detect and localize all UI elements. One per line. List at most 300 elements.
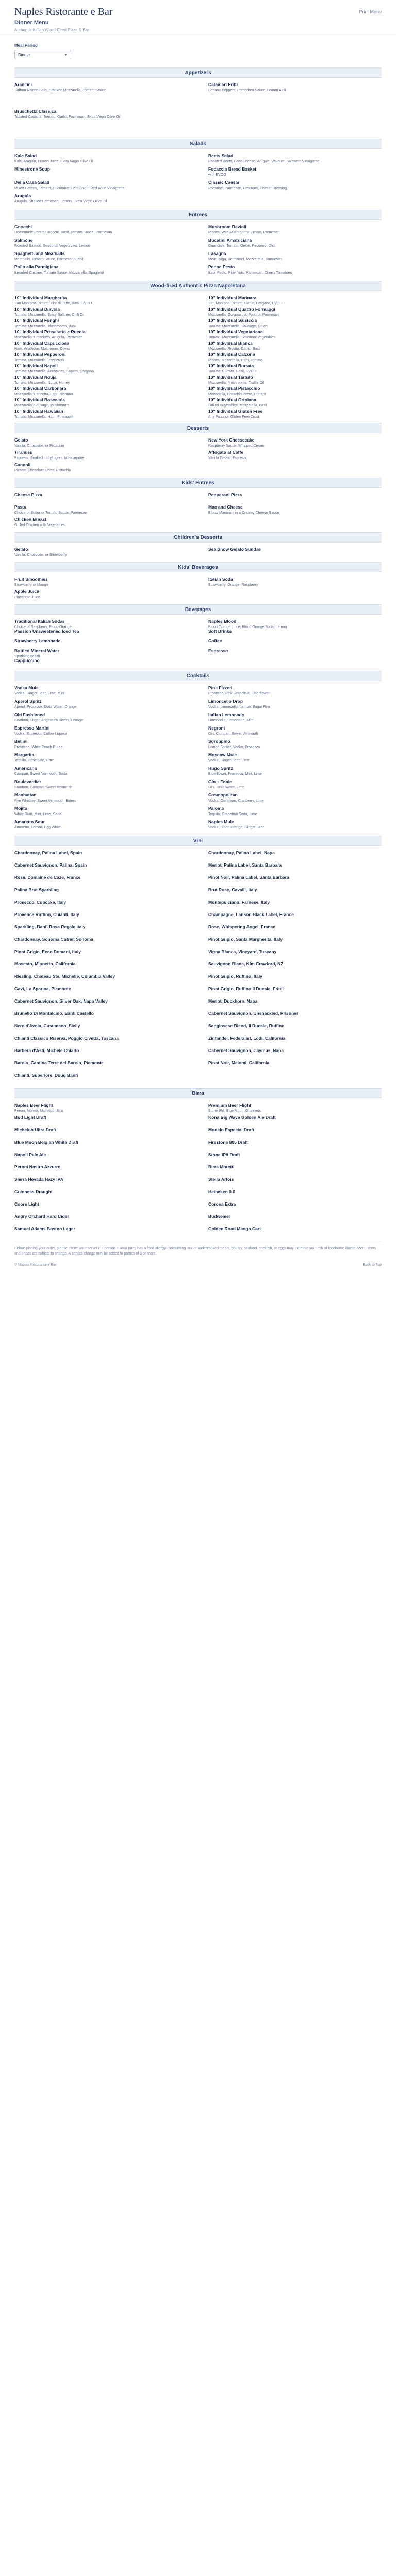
menu-item-description: Aperol, Prosecco, Soda Water, Orange bbox=[14, 705, 77, 709]
menu-item-name: Aperol Spritz bbox=[14, 699, 42, 704]
menu-item-name: Samuel Adams Boston Lager bbox=[14, 1226, 75, 1231]
menu-item-description: Prosecco, Pink Grapefruit, Elderflower bbox=[208, 692, 270, 696]
menu-item bbox=[14, 1210, 188, 1222]
menu-item-name: Mac and Cheese bbox=[208, 504, 243, 510]
menu-item-description: Espresso Soaked Ladyfingers, Mascarpone bbox=[14, 456, 85, 460]
menu-item bbox=[208, 721, 382, 735]
menu-item-description: Roasted Salmon, Seasonal Vegetables, Lemon bbox=[14, 244, 90, 248]
menu-item bbox=[14, 78, 188, 105]
menu-item bbox=[208, 458, 382, 470]
menu-item-name: Michelob Ultra Draft bbox=[14, 1127, 56, 1132]
menu-item bbox=[208, 291, 382, 306]
menu-item bbox=[208, 761, 382, 775]
menu-item bbox=[14, 1098, 188, 1111]
menu-item-grid bbox=[14, 615, 382, 664]
menu-item-name: Corona Extra bbox=[208, 1201, 236, 1207]
menu-item-name: Mojito bbox=[14, 806, 28, 811]
menu-item bbox=[208, 624, 382, 634]
menu-item-name: Napoli Pale Ale bbox=[14, 1152, 46, 1157]
menu-item bbox=[14, 761, 188, 775]
menu-item-name: Traditional Italian Sodas bbox=[14, 619, 65, 624]
menu-item-description: Vodka, Ginger Beer, Lime bbox=[208, 759, 250, 762]
menu-item bbox=[14, 1160, 188, 1173]
menu-item bbox=[208, 348, 382, 362]
menu-item bbox=[14, 359, 188, 374]
menu-item-name: 10" Individual Margherita bbox=[14, 295, 67, 300]
menu-item-name: Sgroppino bbox=[208, 739, 230, 744]
menu-item-description: Tomato, Mozzarella, Anchovies, Capers, Oregano bbox=[14, 370, 94, 374]
menu-item-name: 10" Individual Nduja bbox=[14, 375, 57, 380]
menu-item-name: Chianti, Superiore, Doug Banfi bbox=[14, 1073, 78, 1078]
menu-item bbox=[14, 708, 188, 721]
menu-item-name: Cabernet Sauvignon, Palina, Spain bbox=[14, 862, 87, 868]
menu-item-description: Tomato, Mozzarella, Spicy Salame, Chili Oil bbox=[14, 313, 85, 317]
menu-item bbox=[14, 404, 188, 419]
menu-item bbox=[208, 1069, 382, 1081]
menu-item-name: Vigna Bianca, Vineyard, Tuscany bbox=[208, 949, 277, 954]
menu-item-name: New York Cheesecake bbox=[208, 437, 255, 443]
menu-item bbox=[208, 945, 382, 957]
menu-item-name: Sierra Nevada Hazy IPA bbox=[14, 1177, 63, 1182]
menu-item-description: White Rum, Mint, Lime, Soda bbox=[14, 812, 62, 816]
menu-item-name: Provence Ruffino, Chianti, Italy bbox=[14, 912, 79, 917]
menu-item-name: Golden Road Mango Cart bbox=[208, 1226, 261, 1231]
menu-item-name: Pink Fizzed bbox=[208, 685, 233, 690]
menu-item-name: Sparkling, Banfi Rosa Regale Italy bbox=[14, 924, 86, 929]
menu-item bbox=[14, 994, 188, 1007]
menu-item bbox=[208, 336, 382, 351]
menu-item-name: Budweiser bbox=[208, 1214, 230, 1219]
menu-item-name: Penne Pesto bbox=[208, 264, 235, 269]
menu-item-description: Lemon Sorbet, Vodka, Prosecco bbox=[208, 745, 260, 749]
menu-item-description: Vodka, Limoncello, Lemon, Sugar Rim bbox=[208, 705, 270, 709]
menu-item bbox=[14, 513, 188, 525]
menu-item-description: Romaine, Parmesan, Croutons, Caesar Dressing bbox=[208, 187, 287, 190]
menu-item-grid bbox=[14, 1098, 382, 1234]
menu-item bbox=[14, 615, 188, 629]
menu-item-description: Tomato, Mozzarella, Mushrooms, Basil bbox=[14, 325, 77, 328]
menu-item bbox=[208, 404, 382, 419]
menu-item bbox=[208, 1160, 382, 1173]
menu-item-grid bbox=[14, 149, 382, 202]
meal-period-select[interactable] bbox=[14, 50, 71, 59]
menu-section bbox=[14, 562, 382, 597]
menu-item-name: 10" Individual Salsiccia bbox=[208, 318, 257, 323]
menu-item-name: 10" Individual Carbonara bbox=[14, 386, 67, 391]
menu-item-name: Naples Beer Flight bbox=[14, 1103, 53, 1108]
menu-item bbox=[14, 348, 188, 362]
menu-item-name: Zinfandel, Federalist, Lodi, California bbox=[208, 1036, 286, 1041]
menu-item-name: Heineken 0.0 bbox=[208, 1189, 235, 1194]
menu-item-name: Spaghetti and Meatballs bbox=[14, 251, 65, 256]
menu-item-name: 10" Individual Calzone bbox=[208, 352, 255, 357]
section-heading: Beverages bbox=[14, 604, 382, 615]
menu-item bbox=[14, 1185, 188, 1197]
menu-item bbox=[14, 370, 188, 385]
menu-item-grid bbox=[14, 291, 382, 419]
menu-item-name: Chianti Classico Riserva, Poggio Civetta, Toscana bbox=[14, 1036, 119, 1041]
menu-section bbox=[14, 532, 382, 555]
print-menu-link[interactable]: Print Menu bbox=[359, 9, 382, 14]
menu-item bbox=[208, 735, 382, 748]
menu-item-name: 10" Individual Prosciutto e Rucola bbox=[14, 329, 86, 334]
menu-item bbox=[14, 233, 188, 247]
menu-item bbox=[208, 634, 382, 644]
menu-item bbox=[208, 1044, 382, 1056]
menu-item-name: 10" Individual Hawaiian bbox=[14, 409, 63, 414]
menu-item-name: Palina Brut Sparkling bbox=[14, 887, 59, 892]
menu-item bbox=[208, 1111, 382, 1123]
menu-item-name: Pollo alla Parmigiana bbox=[14, 264, 59, 269]
menu-item-name: Pinot Grigio, Ruffino Il Ducale, Friuli bbox=[208, 986, 284, 991]
menu-item bbox=[208, 994, 382, 1007]
menu-item bbox=[14, 1069, 188, 1081]
menu-item bbox=[14, 1111, 188, 1123]
menu-item bbox=[208, 1056, 382, 1069]
menu-item bbox=[208, 325, 382, 340]
menu-item-name: Pinot Grigio, Ruffino, Italy bbox=[208, 974, 262, 979]
menu-item-name: Rose, Whispering Angel, France bbox=[208, 924, 276, 929]
menu-item bbox=[208, 615, 382, 629]
menu-item-name: Champagne, Lanson Black Label, France bbox=[208, 912, 294, 917]
menu-item-name: Classic Caesar bbox=[208, 180, 240, 185]
menu-item-name: Barbera d'Asti, Michele Chiarlo bbox=[14, 1048, 79, 1053]
menu-item bbox=[14, 802, 188, 815]
menu-item-description: Roasted Beets, Goat Cheese, Arugula, Walnuts, Balsamic Vinaigrette bbox=[208, 160, 320, 163]
menu-item-name: Margarita bbox=[14, 752, 35, 757]
menu-item-description: with EVOO bbox=[208, 173, 226, 177]
menu-item bbox=[14, 624, 188, 634]
menu-item-description: Prosecco, White Peach Puree bbox=[14, 745, 63, 749]
menu-item-name: Cabernet Sauvignon, Unshackled, Prisoner bbox=[208, 1011, 299, 1016]
menu-item bbox=[208, 933, 382, 945]
menu-item bbox=[14, 846, 188, 858]
menu-item-grid bbox=[14, 681, 382, 828]
menu-item-name: Della Casa Salad bbox=[14, 180, 50, 185]
menu-item-grid bbox=[14, 220, 382, 274]
menu-item-description: Ricotta, Wild Mushrooms, Cream, Parmesan bbox=[208, 231, 280, 234]
menu-item bbox=[14, 162, 188, 176]
menu-item-name: Chardonnay, Palina Label, Spain bbox=[14, 850, 82, 855]
menu-item-description: Limoncello, Lemonade, Mint bbox=[208, 719, 254, 722]
menu-item-description: San Marzano Tomato, Garlic, Oregano, EVOO bbox=[208, 302, 283, 306]
menu-item-description: Raspberry Sauce, Whipped Cream bbox=[208, 444, 265, 448]
menu-section bbox=[14, 67, 382, 131]
menu-section bbox=[14, 478, 382, 525]
menu-item-description: Mozzarella, Sausage, Mushrooms bbox=[14, 404, 69, 408]
menu-item bbox=[208, 871, 382, 883]
menu-item bbox=[14, 933, 188, 945]
menu-item-name: Naples Blood bbox=[208, 619, 237, 624]
menu-item bbox=[14, 1007, 188, 1019]
header bbox=[0, 0, 396, 36]
menu-item-description: Mixed Greens, Tomato, Cucumber, Red Onion, Red Wine Vinaigrette bbox=[14, 187, 125, 190]
menu-item bbox=[208, 370, 382, 385]
menu-item bbox=[208, 220, 382, 233]
menu-item-description: Arugula, Shaved Parmesan, Lemon, Extra Virgin Olive Oil bbox=[14, 200, 107, 204]
menu-item bbox=[208, 920, 382, 933]
menu-item bbox=[14, 1056, 188, 1069]
menu-item-name: Bud Light Draft bbox=[14, 1115, 46, 1120]
menu-item-description: Guanciale, Tomato, Onion, Pecorino, Chili bbox=[208, 244, 275, 248]
menu-item bbox=[208, 708, 382, 721]
menu-item-name: Focaccia Bread Basket bbox=[208, 166, 257, 172]
menu-item-name: Brunello Di Montalcino, Banfi Castello bbox=[14, 1011, 94, 1016]
menu-item-name: Sangiovese Blend, Il Ducale, Ruffino bbox=[208, 1023, 285, 1028]
menu-item-name: Hugo Spritz bbox=[208, 766, 233, 771]
menu-section bbox=[14, 423, 382, 470]
menu-item-name: Pinot Noir, Meiomi, California bbox=[208, 1060, 270, 1065]
menu-item-description: Vanilla, Chocolate, or Pistachio bbox=[14, 444, 64, 448]
menu-item bbox=[14, 1123, 188, 1136]
menu-item bbox=[208, 1185, 382, 1197]
menu-item-name: 10" Individual Gluten Free bbox=[208, 409, 263, 414]
menu-item-description: Toasted Ciabatta, Tomato, Garlic, Parmesan, Extra Virgin Olive Oil bbox=[14, 115, 121, 119]
menu-item-name: Beets Salad bbox=[208, 153, 234, 158]
menu-item bbox=[14, 788, 188, 802]
menu-item-name: Mushroom Ravioli bbox=[208, 224, 246, 229]
menu-item-name: Pasta bbox=[14, 504, 26, 510]
menu-item bbox=[208, 1148, 382, 1160]
menu-item-name: Cheese Pizza bbox=[14, 492, 42, 497]
menu-item-description: Bourbon, Sugar, Angostura Bitters, Orange bbox=[14, 719, 84, 722]
meal-period-value: Dinner bbox=[18, 52, 30, 57]
menu-item-name: 10" Individual Funghi bbox=[14, 318, 59, 323]
menu-item-name: 10" Individual Boscaiola bbox=[14, 397, 65, 402]
menu-item bbox=[14, 1148, 188, 1160]
menu-item-name: Bruschetta Classica bbox=[14, 109, 57, 114]
menu-item-grid bbox=[14, 572, 382, 597]
section-heading: Birra bbox=[14, 1088, 382, 1098]
menu-item-description: Banana Peppers, Pomodoro Sauce, Lemon Aioli bbox=[208, 89, 286, 92]
menu-item-name: 10" Individual Burrata bbox=[208, 363, 254, 368]
menu-item bbox=[208, 162, 382, 176]
menu-item bbox=[208, 189, 382, 202]
section-heading: Desserts bbox=[14, 423, 382, 433]
menu-item-name: Fruit Smoothies bbox=[14, 577, 48, 582]
menu-item-name: Pinot Grigio, Santa Margherita, Italy bbox=[208, 937, 283, 942]
menu-item-name: Sauvignon Blanc, Kim Crawford, NZ bbox=[208, 961, 284, 967]
menu-item bbox=[14, 1222, 188, 1234]
menu-item-name: 10" Individual Ortolana bbox=[208, 397, 256, 402]
menu-item bbox=[208, 393, 382, 408]
menu-item bbox=[208, 260, 382, 274]
menu-item bbox=[14, 543, 188, 555]
menu-item-description: Tomato, Mozzarella, Pepperoni bbox=[14, 359, 64, 362]
menu-item-name: Bucatini Amatriciana bbox=[208, 238, 252, 243]
menu-item bbox=[14, 883, 188, 895]
menu-item-description: Basil Pesto, Pine Nuts, Parmesan, Cherry Tomatoes bbox=[208, 271, 292, 275]
menu-item bbox=[14, 654, 188, 664]
menu-item-description: Mozzarella, Pancetta, Egg, Pecorino bbox=[14, 393, 73, 396]
menu-item-description: Sparkling or Still bbox=[14, 655, 41, 658]
menu-item bbox=[14, 585, 188, 597]
menu-item bbox=[14, 694, 188, 708]
menu-item-name: Merlot, Duckhorn, Napa bbox=[208, 998, 258, 1004]
menu-item bbox=[14, 247, 188, 260]
menu-item bbox=[14, 815, 188, 828]
menu-item-description: Grilled Vegetables, Mozzarella, Basil bbox=[208, 404, 267, 408]
menu-item-description: Vodka, Espresso, Coffee Liqueur bbox=[14, 732, 68, 736]
menu-section bbox=[14, 671, 382, 828]
menu-item-description: Choice of Butter or Tomato Sauce, Parmesan bbox=[14, 511, 87, 515]
brand bbox=[14, 6, 113, 32]
menu-item bbox=[208, 433, 382, 446]
menu-item-description: Meatballs, Tomato Sauce, Parmesan, Basil bbox=[14, 258, 84, 261]
menu-item bbox=[208, 585, 382, 597]
menu-item-description: Stone IPA, Blue Moon, Guinness bbox=[208, 1109, 261, 1113]
menu-item-name: Apple Juice bbox=[14, 589, 39, 594]
menu-item-description: Gin, Tonic Water, Lime bbox=[208, 786, 245, 789]
menu-item bbox=[208, 654, 382, 664]
menu-item-name: Affogato al Caffe bbox=[208, 450, 243, 455]
menu-item-description: Homemade Potato Gnocchi, Basil, Tomato Sauce, Parmesan bbox=[14, 231, 112, 234]
menu-item-name: Cabernet Sauvignon, Silver Oak, Napa Valley bbox=[14, 998, 108, 1004]
menu-item bbox=[208, 105, 382, 131]
menu-item-description: Ricotta, Mozzarella, Ham, Tomato bbox=[208, 359, 262, 362]
menu-item bbox=[208, 1136, 382, 1148]
menu-item-name: Vodka Mule bbox=[14, 685, 39, 690]
menu-item bbox=[208, 233, 382, 247]
meal-period-selector bbox=[0, 36, 396, 64]
menu-item-name: Montepulciano, Farnese, Italy bbox=[208, 900, 270, 905]
menu-item-name: Brut Rose, Cavalli, Italy bbox=[208, 887, 257, 892]
menu-item bbox=[14, 325, 188, 340]
menu-item-description: Mozzarella, Gorgonzola, Fontina, Parmesan bbox=[208, 313, 279, 317]
menu-item bbox=[14, 488, 188, 500]
menu-sections bbox=[0, 67, 396, 1234]
menu-item-name: Sea Snow Gelato Sundae bbox=[208, 547, 261, 552]
menu-item bbox=[14, 302, 188, 317]
menu-item-name: Merlot, Palina Label, Santa Barbara bbox=[208, 862, 282, 868]
menu-item bbox=[208, 748, 382, 761]
menu-section bbox=[14, 836, 382, 1081]
section-heading: Wood-fired Authentic Pizza Napoletana bbox=[14, 281, 382, 291]
menu-item-name: Cosmopolitan bbox=[208, 792, 238, 798]
menu-item-description: Saffron Risotto Balls, Smoked Mozzarella, Tomato Sauce bbox=[14, 89, 106, 92]
menu-item-name: Boulevardier bbox=[14, 779, 41, 784]
menu-item-description: Choice of Raspberry, Blood Orange bbox=[14, 625, 72, 629]
tagline: Authentic Italian Wood-Fired Pizza & Bar bbox=[14, 28, 89, 32]
menu-item bbox=[14, 634, 188, 644]
menu-item-name: Rose, Domaine de Caze, France bbox=[14, 875, 81, 880]
menu-item-name: 10" Individual Vegetariana bbox=[208, 329, 263, 334]
menu-item-description: Mortadella, Pistachio Pesto, Burrata bbox=[208, 393, 266, 396]
section-heading: Vini bbox=[14, 836, 382, 846]
menu-item-description: Pineapple Juice bbox=[14, 596, 40, 599]
menu-item-name: Gelato bbox=[14, 547, 28, 552]
menu-item bbox=[14, 982, 188, 994]
menu-item-name: Tiramisu bbox=[14, 450, 33, 455]
menu-item bbox=[208, 788, 382, 802]
menu-item bbox=[14, 721, 188, 735]
menu-item bbox=[208, 970, 382, 982]
menu-item bbox=[14, 260, 188, 274]
menu-item-description: Amaretto, Lemon, Egg White bbox=[14, 826, 61, 829]
menu-item bbox=[208, 247, 382, 260]
menu-item-name: 10" Individual Marinara bbox=[208, 295, 257, 300]
menu-item-description: Tomato, Burrata, Basil, EVOO bbox=[208, 370, 256, 374]
footer bbox=[14, 1263, 382, 1267]
menu-item-name: Calamari Fritti bbox=[208, 82, 238, 87]
menu-item-description: Peroni, Moretti, Michelob Ultra bbox=[14, 1109, 63, 1113]
menu-item bbox=[208, 1210, 382, 1222]
menu-item bbox=[208, 895, 382, 908]
section-heading: Kids' Beverages bbox=[14, 562, 382, 572]
allergy-note: Before placing your order, please inform your server if a person in your party has a food allergy. Consuming raw or undercooked meats, poultry, seafood, shellfish, or eggs may increase your risk of foodborne illness. Menu items and prices are subject to change. A service charge may be added to parties of 8 or more. bbox=[14, 1241, 382, 1256]
back-to-top-link[interactable]: Back to Top bbox=[362, 1263, 382, 1267]
menu-item bbox=[208, 149, 382, 162]
menu-item bbox=[14, 433, 188, 446]
menu-item bbox=[14, 871, 188, 883]
menu-item bbox=[208, 513, 382, 525]
menu-item-name: Espresso bbox=[208, 648, 228, 653]
menu-item bbox=[14, 1044, 188, 1056]
menu-item-name: Pinot Noir, Palina Label, Santa Barbara bbox=[208, 875, 289, 880]
menu-item-name: Firestone 805 Draft bbox=[208, 1140, 248, 1145]
menu-item-description: Meat Ragu, Bechamel, Mozzarella, Parmesan bbox=[208, 258, 282, 261]
menu-item bbox=[208, 644, 382, 654]
menu-item-name: Stone IPA Draft bbox=[208, 1152, 240, 1157]
menu-item-description: Elderflower, Prosecco, Mint, Lime bbox=[208, 772, 262, 776]
menu-item-grid bbox=[14, 433, 382, 470]
menu-item-name: 10" Individual Diavola bbox=[14, 307, 60, 312]
menu-item-description: Campari, Sweet Vermouth, Soda bbox=[14, 772, 67, 776]
menu-item-name: Cabernet Sauvignon, Caymus, Napa bbox=[208, 1048, 284, 1053]
menu-item bbox=[208, 314, 382, 328]
menu-item bbox=[14, 920, 188, 933]
menu-item-description: Vanilla, Chocolate, or Strawberry bbox=[14, 553, 67, 557]
menu-item-grid bbox=[14, 78, 382, 131]
menu-item-name: Gelato bbox=[14, 437, 28, 443]
menu-item bbox=[208, 1123, 382, 1136]
menu-item bbox=[208, 846, 382, 858]
menu-item-description: Vodka, Ginger Beer, Lime, Mint bbox=[14, 692, 64, 696]
menu-item-description: Blood Orange Juice, Blood Orange Soda, Lemon bbox=[208, 625, 287, 629]
menu-item-name: Arugula bbox=[14, 193, 31, 198]
menu-item bbox=[14, 500, 188, 513]
menu-item bbox=[208, 1098, 382, 1111]
menu-section bbox=[14, 139, 382, 202]
menu-item-description: Mozzarella, Prosciutto, Arugula, Parmesan bbox=[14, 336, 83, 340]
menu-item bbox=[208, 1007, 382, 1019]
copyright: © Naples Ristorante e Bar bbox=[14, 1263, 57, 1267]
menu-item bbox=[14, 314, 188, 328]
menu-item-name: 10" Individual Napoli bbox=[14, 363, 58, 368]
menu-item bbox=[208, 982, 382, 994]
menu-item-description: Rye Whiskey, Sweet Vermouth, Bitters bbox=[14, 799, 76, 803]
meal-period-label: Meal Period bbox=[14, 43, 38, 48]
menu-item bbox=[14, 775, 188, 788]
menu-item bbox=[14, 572, 188, 585]
menu-item bbox=[208, 1222, 382, 1234]
menu-item-name: Limoncello Drop bbox=[208, 699, 243, 704]
menu-item-name: Peroni Nastro Azzurro bbox=[14, 1164, 61, 1170]
menu-item-name: 10" Individual Pepperoni bbox=[14, 352, 66, 357]
menu-item bbox=[208, 359, 382, 374]
menu-item-name: Chardonnay, Sonoma Cutrer, Sonoma bbox=[14, 937, 93, 942]
menu-item-name: Riesling, Chateau Ste. Michelle, Columbia Valley bbox=[14, 974, 116, 979]
menu-item-name: Paloma bbox=[208, 806, 224, 811]
menu-item-grid bbox=[14, 543, 382, 555]
menu-section bbox=[14, 210, 382, 274]
menu-subtitle: Dinner Menu bbox=[14, 20, 49, 26]
menu-section bbox=[14, 604, 382, 664]
menu-item bbox=[208, 1173, 382, 1185]
menu-item-description: Mozzarella, Mushrooms, Truffle Oil bbox=[208, 381, 265, 385]
menu-item bbox=[208, 815, 382, 828]
menu-item-name: Coffee bbox=[208, 638, 222, 643]
